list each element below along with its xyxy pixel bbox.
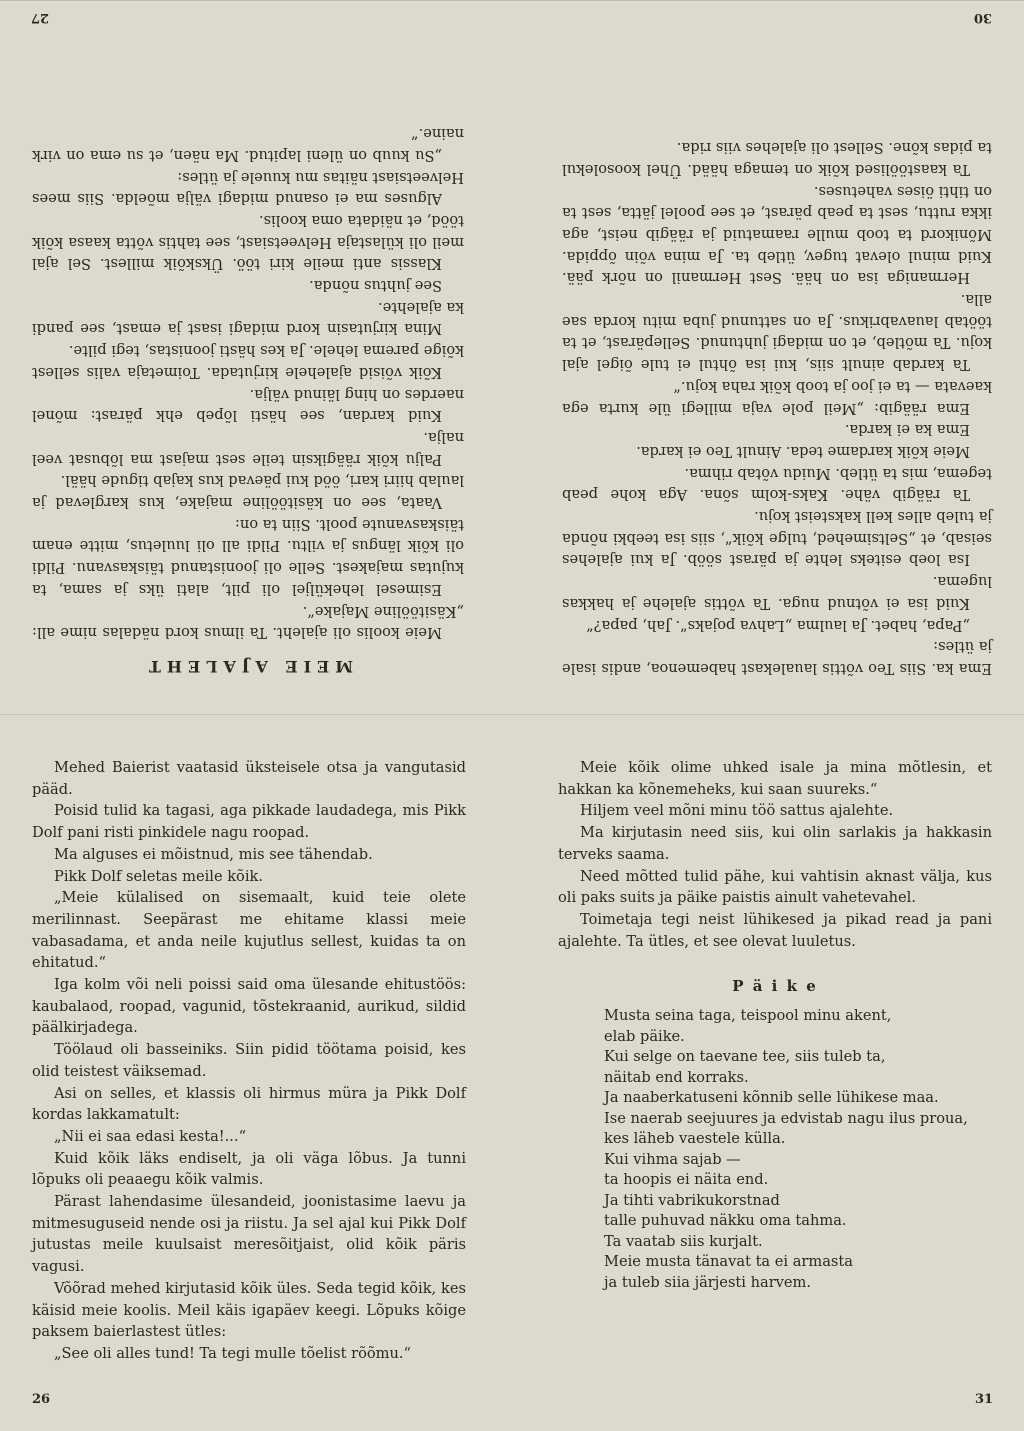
page-number: 26 [32, 1392, 51, 1407]
paragraph: „Nii ei saa edasi kesta!...“ [54, 1127, 247, 1145]
paragraph: Mehed Baierist vaatasid üksteisele otsa ja vangutasid pääd. [32, 759, 466, 798]
paragraph: Need mõtted tulid pähe, kui vahtisin aknast välja, kus oli paks suits ja päike paistis ainult vahetevahel. [558, 867, 992, 907]
paragraph: Ma alguses ei mõistnud, mis see tähendab. [54, 845, 373, 863]
page-number: 31 [975, 1392, 994, 1407]
paragraph: „Meie külalised on sisemaalt, kuid teie olete merilinnast. Seepärast me ehitame klassi meie vabasadama, et anda neile kujutlus sellest, kuidas ta on ehitatud.“ [32, 889, 466, 972]
poem [604, 1006, 992, 1293]
paragraph: „Papa, habet. Ja laulma „Lahva pojaks“. Jah, papa?“ [586, 616, 970, 634]
paragraph: Iga kolm või neli poissi said oma ülesande ehitustöös: kaubalaod, roopad, vagunid, tõstekraanid, aurikud, sildid päälkirjadega. [32, 976, 466, 1037]
page-31-column [558, 757, 992, 1293]
poem-line: talle puhuvad näkku oma tahma. [604, 1212, 847, 1230]
paragraph: Asi on selles, et klassis oli hirmus müra ja Pikk Dolf kordas lakkamatult: [32, 1084, 466, 1124]
paragraph: See juhtus nõnda. [309, 277, 442, 295]
paragraph: Hermaniga isa on hää. Sest Hermanil on nõrk pää. Kuid minul olevat tugev, ütleb ta. Ja mina võin õppida. Mõnikord ta toob mulle raamatuid ja räägib neist, aga ikka ruttu, sest ta peab pärast, et see poolel jätta, sest ta on tihti öises vahetuses. [562, 182, 992, 287]
poem-line: Ja naaberkatuseni kõnnib selle lühikese maa. [604, 1089, 939, 1107]
paragraph: Vaata, see on käsitööline majake, kus karglevad ja laulab hiiri kari, ööd kui päevad kus kajab tigude hääl. [32, 472, 464, 512]
paragraph: Kõik võisid ajalehele kirjutada. Toimetaja valis sellest kõige parema lehele. Ja kes hästi joonistas, tegi pilte. [32, 342, 464, 381]
paragraph: „Su kuub on üleni lapitud. Ma näen, et su ema on virk naine.“ [32, 125, 464, 164]
paragraph: Meie koolis oli ajaleht. Ta ilmus kord nädalas nime all: „Käsitööline Majake“. [32, 602, 464, 642]
paragraph: Pikk Dolf seletas meile kõik. [54, 867, 263, 885]
paragraph: Kuid isa ei võtnud nuga. Ta võttis ajalehe ja hakkas lugema. [562, 573, 992, 612]
poem-title: P ä i k e [732, 977, 818, 996]
poem-line: Meie musta tänavat ta ei armasta [604, 1253, 853, 1271]
paragraph: Ta kardab ainult siis, kui isa õhtul ei tule õigel ajal koju. Ta mõtleb, et on midagi juhtunud. Sellepärast, et ta töötab lauavabrikus. Ja on sattunud juba mitu korda sae alla. [562, 291, 992, 374]
poem-line: Ja tihti vabrikukorstnad [604, 1191, 780, 1209]
paragraph: Ema räägib: „Meil pole vaja millegi üle kurta ega kaevata — ta ei joo ja toob kõik raha koju.“ [562, 377, 992, 417]
paragraph: Meie kõik kardame teda. Ainult Teo ei karda. [636, 442, 970, 460]
top-half-rotated [0, 0, 1024, 715]
poem-line: elab päike. [604, 1027, 685, 1045]
paragraph: Alguses ma ei osanud midagi välja mõelda. Siis mees Helveetsiast näitas mu kuuele ja ütles: [32, 168, 464, 208]
paragraph: Võõrad mehed kirjutasid kõik üles. Seda tegid kõik, kes käisid meie koolis. Meil käis igapäev keegi. Lõpuks kõige paksem baierlastest ütles: [32, 1279, 466, 1341]
page-30-column [562, 136, 992, 679]
article-title: MEIE AJALEHT [142, 657, 354, 676]
paragraph: Toimetaja tegi neist lühikesed ja pikad read ja pani ajalehte. Ta ütles, et see olevat luuletus. [558, 910, 992, 950]
paragraph: Ma kirjutasin need siis, kui olin sarlakis ja hakkasin terveks saama. [558, 824, 992, 863]
paragraph: Isa loeb esiteks lehte ja pärast sööb. Ja kui ajalehes seisab, et „Seltsimehed, tulge kõik“, siis isa teebki nõnda ja tuleb alles kell kaksteist koju. [562, 508, 992, 569]
paragraph: Kuid kardan, see hästi lõpeb ehk pärast: mõnel naerdes on hing läinud välja. [32, 385, 464, 425]
poem-line: Ta vaatab siis kurjalt. [604, 1232, 763, 1250]
page-number: 30 [973, 10, 992, 25]
paragraph: Pärast lahendasime ülesandeid, joonistasime laevu ja mitmesuguseid nende osi ja riistu. Ja sel ajal kui Pikk Dolf jutustas meile kuulsaist meresõitjaist, olid kõik päris vagusi. [32, 1193, 466, 1276]
poem-line: ja tuleb siia järjesti harvem. [604, 1273, 812, 1291]
poem-line: Musta seina taga, teispool minu akent, [604, 1007, 892, 1025]
poem-line: Ise naerab seejuures ja edvistab nagu ilus proua, [604, 1109, 968, 1127]
poem-line: kes läheb vaestele külla. [604, 1130, 786, 1148]
paragraph: Mina kirjutasin kord midagi isast ja emast, see pandi ka ajalehte. [32, 298, 464, 338]
paragraph: Esimesel leheküljel oli pilt, alati üks ja sama, ta kujutas majakest. Selle oli joonistanud täiskasvanu. Pildi oli kõik längus ja viltu. Pildi all oli luuletus, mitte enam täiskasvanute poolt. Siin ta on: [32, 515, 464, 598]
page-26-column [32, 757, 466, 1365]
page-27-column [32, 122, 464, 679]
poem-line: näitab end korraks. [604, 1068, 749, 1086]
poem-line: ta hoopis ei näita end. [604, 1171, 769, 1189]
paragraph: Töölaud oli basseiniks. Siin pidid töötama poisid, kes olid teistest väiksemad. [32, 1041, 466, 1080]
paragraph: Palju kõik räägiksin teile sest majast ma lõbusat veel nalja. [32, 428, 464, 468]
paragraph: Ema ka. Siis Teo võttis laualekast habemenoa, andis isale ja ütles: [562, 638, 992, 677]
paragraph: Kuid kõik läks endiselt, ja oli väga lõbus. Ja tunni lõpuks oli peaaegu kõik valmis. [32, 1149, 466, 1189]
paragraph: „See oli alles tund! Ta tegi mulle tõelist rõõmu.“ [54, 1344, 411, 1362]
page-number: 27 [30, 10, 49, 25]
poem-line: Kui selge on taevane tee, siis tuleb ta, [604, 1048, 886, 1066]
paragraph: Ta kaastöölised kõik on temaga hääd. Ühel koosolekul ta pidas kõne. Sellest oli ajalehes viis rida. [562, 139, 992, 178]
paragraph: Meie kõik olime uhked isale ja mina mõtlesin, et hakkan ka kõnemeheks, kui saan suureks.“ [558, 759, 992, 798]
bottom-half [0, 715, 1024, 1431]
paragraph: Poisid tulid ka tagasi, aga pikkade laudadega, mis Pikk Dolf pani risti pinkidele nagu roopad. [32, 802, 466, 842]
poem-line: Kui vihma sajab — [604, 1150, 741, 1168]
paragraph: Klassis anti meile kiri töö. Ükskõik millest. Sel ajal meil oli külastaja Helveetsiast, see tahtis võtta kaasa kõik tööd, et näidata oma koolis. [32, 211, 464, 273]
paragraph: Hiljem veel mõni minu töö sattus ajalehte. [580, 802, 894, 820]
paragraph: Ema ka ei karda. [844, 421, 970, 439]
paragraph: Ta räägib vähe. Kaks-kolm sõna. Aga kohe peab tegema, mis ta ütleb. Muidu võtab rihma. [562, 464, 992, 504]
